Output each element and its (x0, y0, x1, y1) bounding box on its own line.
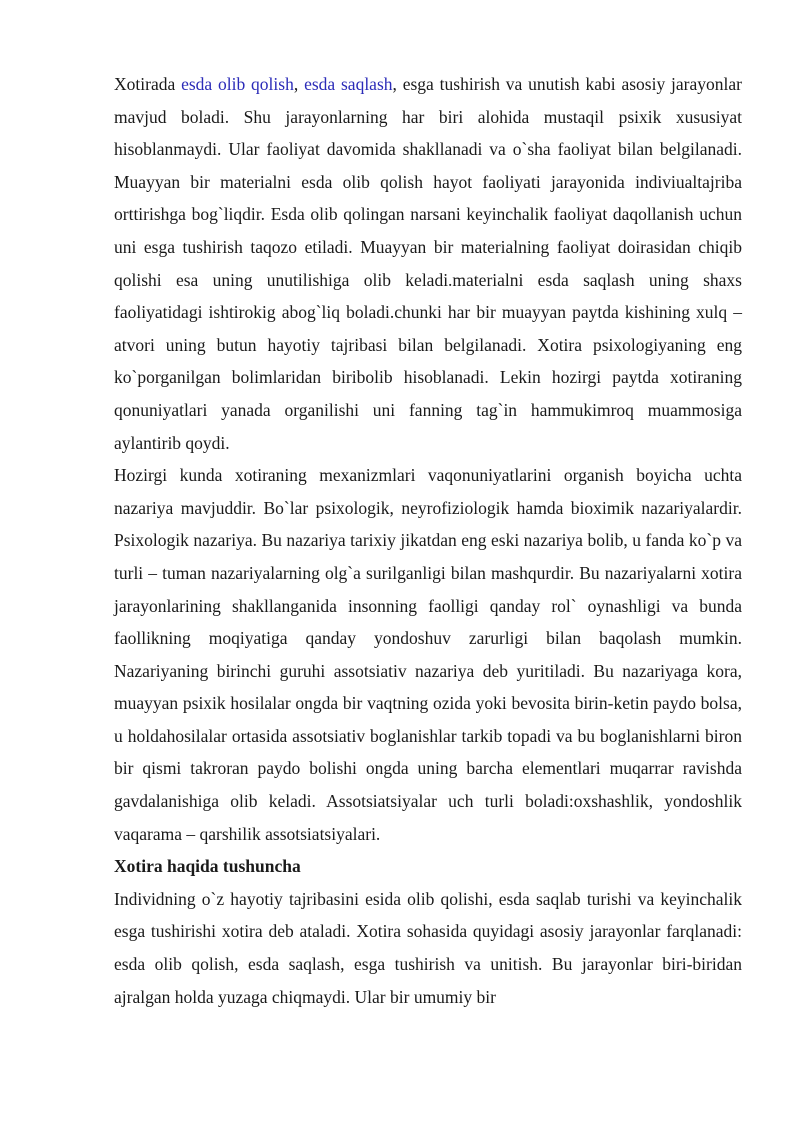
link-esda-olib-qolish[interactable]: esda olib qolish (181, 74, 294, 94)
paragraph-1 (114, 68, 742, 459)
paragraph-2: Hozirgi kunda xotiraning mexanizmlari vaqonuniyatlarini organish boyicha uchta nazariya mavjuddir. Bo`lar psixologik, neyrofiziologik hamda bioximik nazariyalardir. Psixologik nazariya. Bu nazariya tarixiy jikatdan eng eski nazariya bolib, u fanda ko`p va turli – tuman nazariyalarning olg`a surilganligi bilan mashqurdir. Bu nazariyalarni xotira jarayonlarining shakllanganida insonning faolligi qanday rol` oynashligi va bunda faollikning moqiyatiga qanday yondoshuv zarurligi bilan baqolash mumkin. Nazariyaning birinchi guruhi assotsiativ nazariya deb yuritiladi. Bu nazariyaga kora, muayyan psixik hosilalar ongda bir vaqtning ozida yoki bevosita birin-ketin paydo bolsa, u holdahosilalar ortasida assotsiativ boglanishlar tarkib topadi va bu boglanishlarni biron bir qismi takroran paydo bolishi ongda uning barcha elementlari muqarrar ravishda gavdalanishiga olib keladi. Assotsiatsiyalar uch turli boladi:oxshashlik, yondoshlik vaqarama – qarshilik assotsiatsiyalari. (114, 465, 742, 844)
paragraph-1-rest: , esga tushirish va unutish kabi asosiy jarayonlar mavjud boladi. Shu jarayonlarning har biri alohida mustaqil psixik xususiyat hisoblanmaydi. Ular faoliyat davomida shakllanadi va o`sha faoliyat bilan belgilanadi. Muayyan bir materialni esda olib qolish hayot faoliyati jarayonida indiviualtajriba orttirishga bog`liqdir. Esda olib qolingan narsani keyinchalik faoliyat daqollanish uchun uni esga tushirish taqozo etiladi. Muayyan bir materialning faoliyat doirasidan chiqib qolishi esa uning unutilishiga olib keladi.materialni esda saqlash uning shaxs faoliyatidagi ishtirokig abog`liq boladi.chunki har bir muayyan paytda kishining xulq – atvori uning butun hayotiy tajribasi bilan belgilanadi. Xotira psixologiyaning eng ko`porganilgan bolimlaridan biribolib hisoblanadi. Lekin hozirgi paytda xotiraning qonuniyatlari yanada organilishi uni fanning tag`in hammukimroq muammosiga aylantirib qoydi. (114, 74, 742, 453)
document-page (114, 68, 742, 1013)
section-heading: Xotira haqida tushuncha (114, 856, 301, 877)
paragraph-3: Individning o`z hayotiy tajribasini esida olib qolishi, esda saqlab turishi va keyinchalik esga tushirishi xotira deb ataladi. Xotira sohasida quyidagi asosiy jarayonlar farqlanadi: esda olib qolish, esda saqlash, esga tushirish va unitish. Bu jarayonlar biri-biridan ajralgan holda yuzaga chiqmaydi. Ular bir umumiy bir (114, 888, 742, 1007)
paragraph-1-lead: Xotirada (114, 74, 182, 94)
paragraph-1-separator: , (293, 74, 305, 94)
link-esda-saqlash[interactable]: esda saqlash (304, 74, 393, 94)
